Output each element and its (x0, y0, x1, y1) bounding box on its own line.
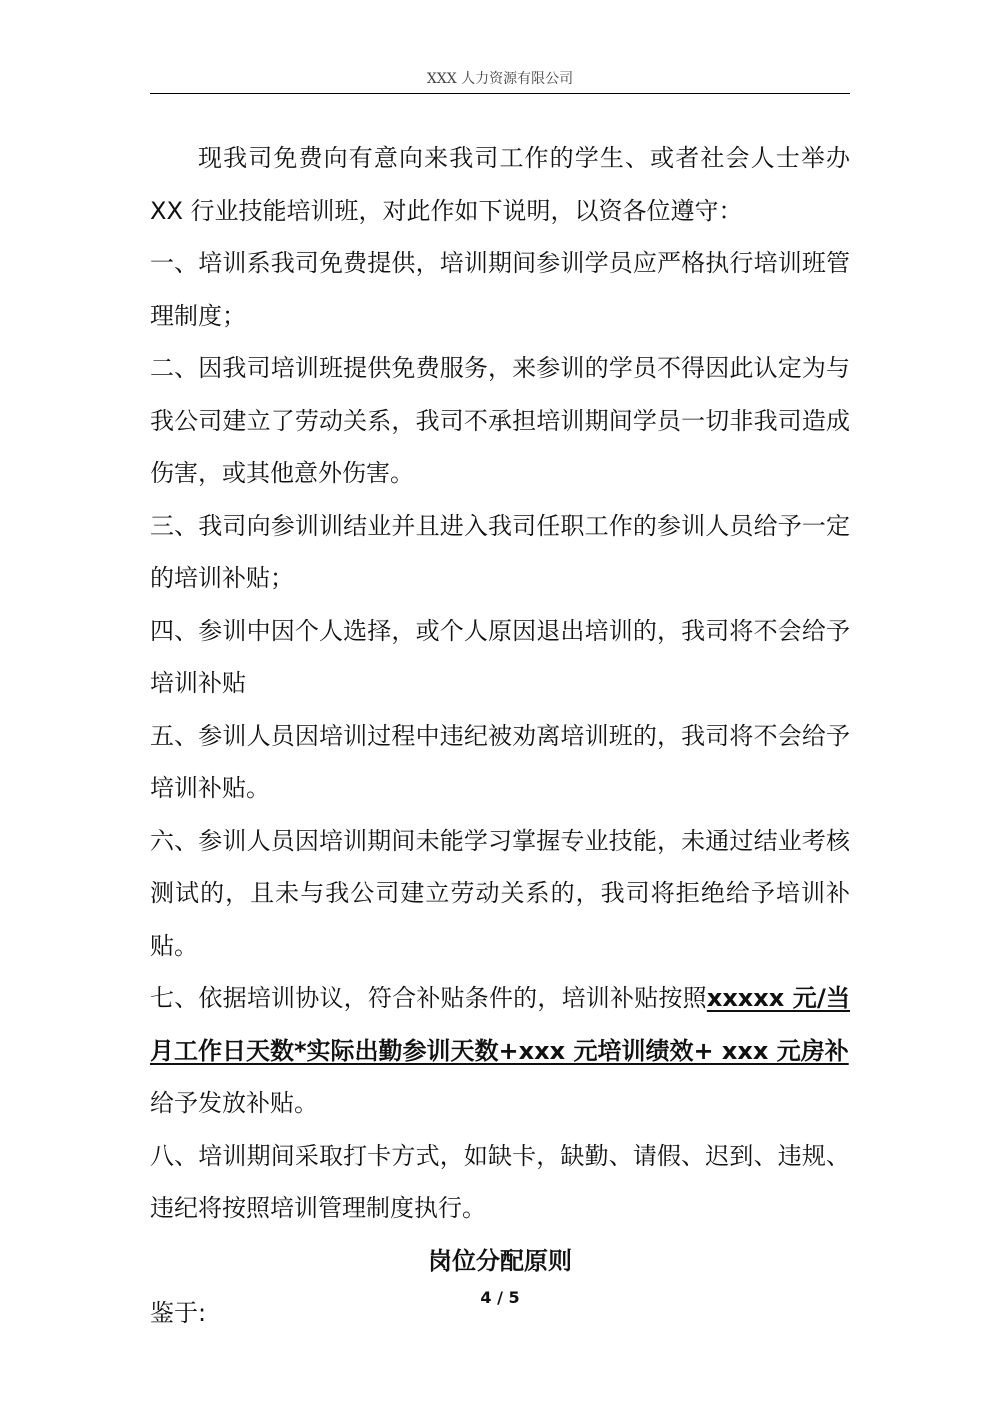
clause-3: 三、我司向参训训结业并且进入我司任职工作的参训人员给予一定的培训补贴； (150, 511, 850, 592)
section-lead: 鉴于: (150, 1299, 207, 1327)
clause-7-suffix: 给予发放补贴。 (150, 1089, 318, 1117)
clause-4: 四、参训中因个人选择，或个人原因退出培训的，我司将不会给予培训补贴 (150, 616, 850, 697)
page-number: 4 / 5 (480, 1288, 520, 1307)
intro-paragraph: 现我司免费向有意向来我司工作的学生、或者社会人士举办 XX 行业技能培训班，对此作如下说明，以资各位遵守： (150, 144, 850, 225)
clause-1: 一、培训系我司免费提供，培训期间参训学员应严格执行培训班管理制度； (150, 249, 850, 330)
clause-7-prefix: 七、依据培训协议，符合补贴条件的，培训补贴按照 (150, 984, 707, 1012)
section-title: 岗位分配原则 (428, 1246, 572, 1275)
header-rule (150, 93, 850, 94)
subsidy-formula: xxxxx 元/当月工作日天数*实际出勤参训天数+xxx 元培训绩效+ xxx 元房补 (150, 984, 850, 1065)
clause-7 (150, 972, 850, 1130)
clause-2: 二、因我司培训班提供免费服务，来参训的学员不得因此认定为与我公司建立了劳动关系，我司不承担培训期间学员一切非我司造成伤害，或其他意外伤害。 (150, 354, 850, 487)
document-body (150, 132, 850, 1340)
clause-8: 八、培训期间采取打卡方式，如缺卡，缺勤、请假、迟到、违规、违纪将按照培训管理制度执行。 (150, 1141, 850, 1222)
clause-6: 六、参训人员因培训期间未能学习掌握专业技能，未通过结业考核测试的，且未与我公司建立劳动关系的，我司将拒绝给予培训补贴。 (150, 826, 850, 960)
clause-5: 五、参训人员因培训过程中违纪被劝离培训班的，我司将不会给予培训补贴。 (150, 721, 850, 802)
page-header: XXX 人力资源有限公司 (426, 71, 574, 87)
